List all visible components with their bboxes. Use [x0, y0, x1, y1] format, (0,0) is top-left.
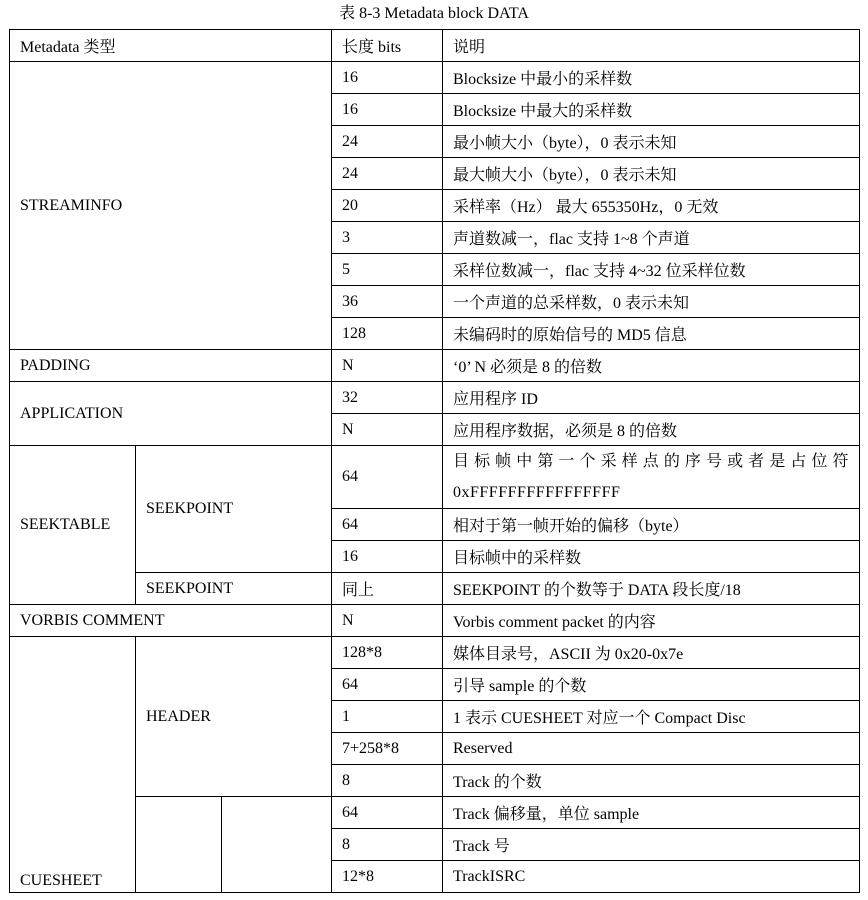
desc-cell: 最大帧大小（byte），0 表示未知 — [443, 158, 860, 190]
bits-cell: 64 — [332, 446, 443, 509]
desc-cell: 引导 sample 的个数 — [443, 669, 860, 701]
desc-cell: 声道数减一，flac 支持 1~8 个声道 — [443, 222, 860, 254]
desc-cell: ‘0’ N 必须是 8 的倍数 — [443, 350, 860, 382]
table-row — [10, 446, 860, 509]
table-row — [10, 573, 860, 605]
desc-cell: Track 号 — [443, 829, 860, 861]
desc-cell: 采样率（Hz） 最大 655350Hz，0 无效 — [443, 190, 860, 222]
bits-cell: 1 — [332, 701, 443, 733]
table-row — [10, 62, 860, 94]
header-bits: 长度 bits — [332, 30, 443, 62]
desc-cell: 采样位数减一，flac 支持 4~32 位采样位数 — [443, 254, 860, 286]
desc-cell: Vorbis comment packet 的内容 — [443, 605, 860, 637]
track-subgroup-cell — [222, 797, 332, 893]
padding-label: PADDING — [10, 350, 332, 382]
table-row — [10, 350, 860, 382]
bits-cell: 36 — [332, 286, 443, 318]
bits-cell: 16 — [332, 94, 443, 126]
cuesheet-header-label: HEADER — [136, 637, 332, 797]
desc-cell: 媒体目录号，ASCII 为 0x20-0x7e — [443, 637, 860, 669]
desc-cell: Reserved — [443, 733, 860, 765]
bits-cell: 16 — [332, 62, 443, 94]
desc-cell: SEEKPOINT 的个数等于 DATA 段长度/18 — [443, 573, 860, 605]
streaminfo-label: STREAMINFO — [10, 62, 332, 350]
bits-cell: 24 — [332, 126, 443, 158]
bits-cell: 同上 — [332, 573, 443, 605]
desc-cell: 最小帧大小（byte），0 表示未知 — [443, 126, 860, 158]
table-row — [10, 605, 860, 637]
seektable-label: SEEKTABLE — [10, 446, 136, 605]
metadata-block-table — [9, 29, 860, 893]
cuesheet-label: CUESHEET — [10, 637, 136, 893]
desc-cell: 应用程序 ID — [443, 382, 860, 414]
desc-cell: Track 的个数 — [443, 765, 860, 797]
bits-cell: 128 — [332, 318, 443, 350]
table-header-row — [10, 30, 860, 62]
desc-cell: 未编码时的原始信号的 MD5 信息 — [443, 318, 860, 350]
bits-cell: 5 — [332, 254, 443, 286]
header-type: Metadata 类型 — [10, 30, 332, 62]
bits-cell: 64 — [332, 509, 443, 541]
bits-cell: 8 — [332, 765, 443, 797]
desc-cell: 相对于第一帧开始的偏移（byte） — [443, 509, 860, 541]
vorbis-comment-label: VORBIS COMMENT — [10, 605, 332, 637]
bits-cell: N — [332, 350, 443, 382]
bits-cell: 3 — [332, 222, 443, 254]
seekpoint-label: SEEKPOINT — [136, 446, 332, 573]
desc-cell: 目标帧中第一个采样点的序号或者是占位符 0xFFFFFFFFFFFFFFFF — [443, 446, 860, 509]
bits-cell: 32 — [332, 382, 443, 414]
desc-cell: Blocksize 中最大的采样数 — [443, 94, 860, 126]
desc-cell: 1 表示 CUESHEET 对应一个 Compact Disc — [443, 701, 860, 733]
bits-cell: N — [332, 414, 443, 446]
table-row — [10, 382, 860, 414]
header-desc: 说明 — [443, 30, 860, 62]
table-row — [10, 797, 860, 829]
desc-cell: Blocksize 中最小的采样数 — [443, 62, 860, 94]
table-row — [10, 637, 860, 669]
bits-cell: N — [332, 605, 443, 637]
bits-cell: 64 — [332, 797, 443, 829]
desc-cell: 目标帧中的采样数 — [443, 541, 860, 573]
application-label: APPLICATION — [10, 382, 332, 446]
desc-cell: TrackISRC — [443, 861, 860, 893]
bits-cell: 24 — [332, 158, 443, 190]
bits-cell: 12*8 — [332, 861, 443, 893]
desc-cell: Track 偏移量，单位 sample — [443, 797, 860, 829]
desc-cell: 应用程序数据，必须是 8 的倍数 — [443, 414, 860, 446]
desc-cell: 一个声道的总采样数，0 表示未知 — [443, 286, 860, 318]
track-group-cell — [136, 797, 222, 893]
bits-cell: 7+258*8 — [332, 733, 443, 765]
table-caption: 表 8-3 Metadata block DATA — [339, 5, 529, 22]
bits-cell: 128*8 — [332, 637, 443, 669]
bits-cell: 16 — [332, 541, 443, 573]
bits-cell: 64 — [332, 669, 443, 701]
seekpoint-count-label: SEEKPOINT — [136, 573, 332, 605]
bits-cell: 20 — [332, 190, 443, 222]
bits-cell: 8 — [332, 829, 443, 861]
